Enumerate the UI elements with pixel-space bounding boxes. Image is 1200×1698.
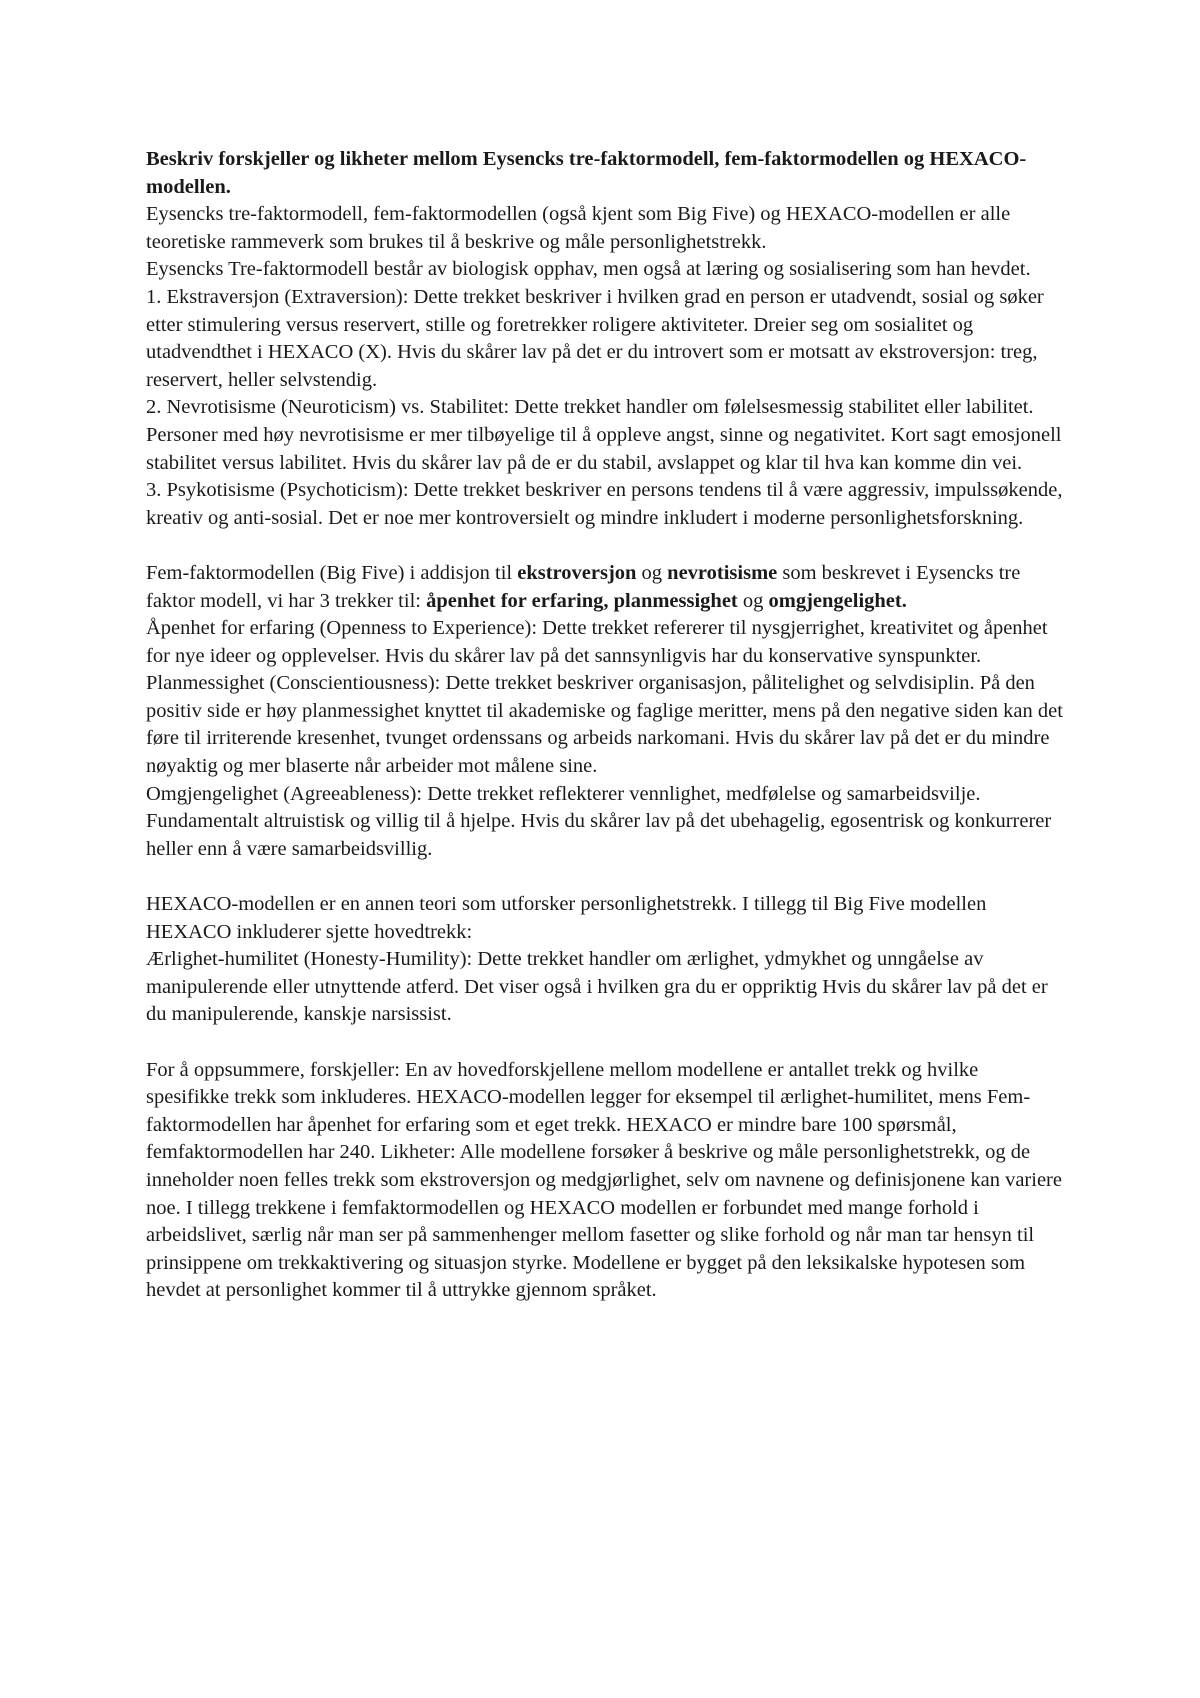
bold-term-openness-conscientiousness: åpenhet for erfaring, planmessighet [426,589,738,612]
paragraph-psychoticism: 3. Psykotisisme (Psychoticism): Dette trekket beskriver en persons tendens til å være aggressiv, impulssøkende, kreativ og anti-sosial. Det er noe mer kontroversielt og mindre inkludert i moderne personlighetsforskning. [146,479,1063,529]
bold-term-agreeableness: omgjengelighet. [768,589,907,612]
text-run: Fem-faktormodellen (Big Five) i addisjon til [146,561,518,584]
paragraph-summary: For å oppsummere, forskjeller: En av hovedforskjellene mellom modellene er antallet trekk og hvilke spesifikke trekk som inkluderes. HEXACO-modellen legger for eksempel til ærlighet-humilitet, mens Fem-faktormodellen har åpenhet for erfaring som et eget trekk. HEXACO er mindre bare 100 spørsmål, femfaktormodellen har 240. Likheter: Alle modellene forsøker å beskrive og måle personlighetstrekk, og de inneholder noen felles trekk som ekstroversjon og medgjørlighet, selv om navnene og definisjonene kan variere noe. I tillegg trekkene i femfaktormodellen og HEXACO modellen er forbundet med mange forhold i arbeidslivet, særlig når man ser på sammenhenger mellom fasetter og slike forhold og når man tar hensyn til prinsippene om trekkaktivering og situasjon styrke. Modellene er bygget på den leksikalske hypotesen som hevdet at personlighet kommer til å uttrykke gjennom språket. [146,1058,1062,1302]
paragraph-conscientiousness: Planmessighet (Conscientiousness): Dette trekket beskriver organisasjon, pålitelighet og selvdisiplin. På den positiv side er høy planmessighet knyttet til akademiske og faglige meritter, mens på den negative siden kan det føre til irriterende kresenhet, tvunget ordenssans og arbeids narkomani. Hvis du skårer lav på det er du mindre nøyaktig og mer blaserte når arbeider mot målene sine. [146,672,1063,778]
paragraph-bigfive-intro [146,560,1066,615]
text-run: og [737,589,769,612]
document-page [146,146,1066,1305]
paragraph-agreeableness: Omgjengelighet (Agreeableness): Dette trekket reflekterer vennlighet, medfølelse og samarbeidsvilje. Fundamentalt altruistisk og villig til å hjelpe. Hvis du skårer lav på det ubehagelig, egosentrisk og konkurrerer heller enn å være samarbeidsvillig. [146,782,1052,860]
bold-term-extroversion: ekstroversjon [517,561,637,584]
paragraph-gap [146,863,1066,891]
paragraph-hexaco-intro: HEXACO-modellen er en annen teori som utforsker personlighetstrekk. I tillegg til Big Five modellen HEXACO inkluderer sjette hovedtrekk: [146,893,987,943]
paragraph-gap [146,532,1066,560]
bold-term-neuroticism: nevrotisisme [667,561,778,584]
document-title: Beskriv forskjeller og likheter mellom Eysencks tre-faktormodell, fem-faktormodellen og HEXACO-modellen. [146,148,1027,198]
text-run: og [636,561,668,584]
paragraph-honesty-humility: Ærlighet-humilitet (Honesty-Humility): Dette trekket handler om ærlighet, ydmykhet og unngåelse av manipulerende eller utnyttende atferd. Det viser også i hvilken gra du er oppriktig Hvis du skårer lav på det er du manipulerende, kanskje narsissist. [146,948,1048,1026]
paragraph-intro-overview: Eysencks tre-faktormodell, fem-faktormodellen (også kjent som Big Five) og HEXACO-modellen er alle teoretiske rammeverk som brukes til å beskrive og måle personlighetstrekk. [146,203,1011,253]
paragraph-neuroticism: 2. Nevrotisisme (Neuroticism) vs. Stabilitet: Dette trekket handler om følelsesmessig stabilitet eller labilitet. Personer med høy nevrotisisme er mer tilbøyelige til å oppleve angst, sinne og negativitet. Kort sagt emosjonell stabilitet versus labilitet. Hvis du skårer lav på de er du stabil, avslappet og klar til hva kan komme din vei. [146,396,1062,474]
paragraph-eysenck-origin: Eysencks Tre-faktormodell består av biologisk opphav, men også at læring og sosialisering som han hevdet. [146,258,1031,281]
paragraph-gap [146,1029,1066,1057]
paragraph-extraversion: 1. Ekstraversjon (Extraversion): Dette trekket beskriver i hvilken grad en person er utadvendt, sosial og søker etter stimulering versus reservert, stille og foretrekker roligere aktiviteter. Dreier seg om sosialitet og utadvendthet i HEXACO (X). Hvis du skårer lav på det er du introvert som er motsatt av ekstroversjon: treg, reservert, heller selvstendig. [146,285,1044,391]
paragraph-openness: Åpenhet for erfaring (Openness to Experience): Dette trekket refererer til nysgjerrighet, kreativitet og åpenhet for nye ideer og opplevelser. Hvis du skårer lav på det sannsynligvis har du konservative synspunkter. [146,617,1048,667]
text-run: som beskrevet i Eysencks tre faktor modell, vi har 3 trekker til: [146,561,1021,612]
